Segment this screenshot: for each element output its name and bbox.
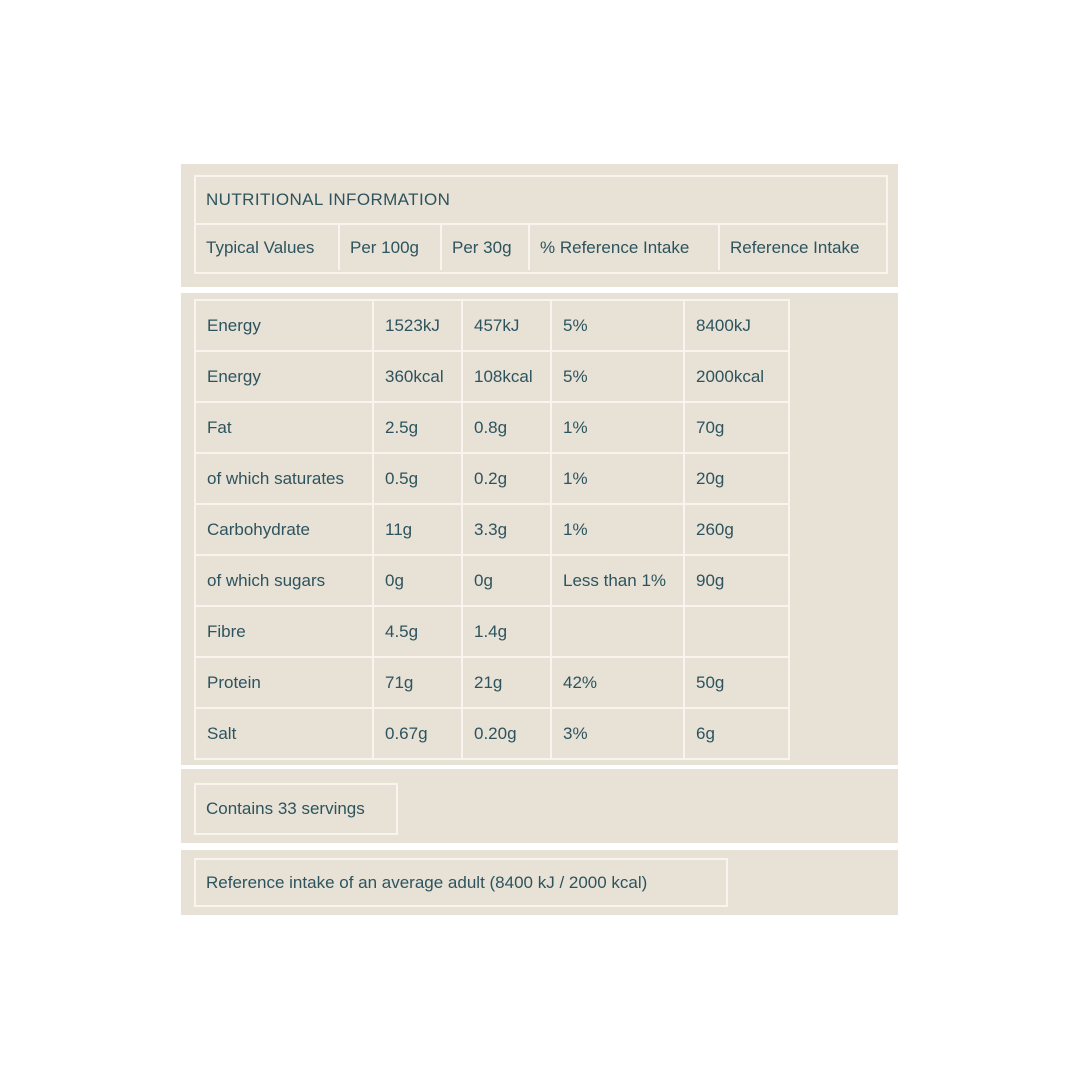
header-section [181,164,898,287]
nutrition-panel [181,164,898,915]
value-per-30g: 1.4g [463,607,550,656]
column-header-typical-values: Typical Values [206,237,315,257]
row-label: Fibre [196,607,372,656]
value-ri: 2000kcal [685,352,788,401]
reference-note: Reference intake of an average adult (8400 kJ / 2000 kcal) [194,858,728,907]
servings-note: Contains 33 servings [194,783,398,835]
value-per-100g: 0.5g [374,454,461,503]
value-per-30g: 21g [463,658,550,707]
value-per-30g: 0.8g [463,403,550,452]
row-label: Energy [196,301,372,350]
value-ri: 6g [685,709,788,758]
value-per-100g: 0.67g [374,709,461,758]
value-ri: 260g [685,505,788,554]
value-per-100g: 360kcal [374,352,461,401]
value-pct-ri: 3% [552,709,683,758]
row-label: Fat [196,403,372,452]
value-ri: 50g [685,658,788,707]
row-label: Carbohydrate [196,505,372,554]
value-per-100g: 4.5g [374,607,461,656]
value-per-100g: 1523kJ [374,301,461,350]
header-box [194,175,888,274]
value-per-100g: 11g [374,505,461,554]
row-label: Protein [196,658,372,707]
row-label: of which saturates [196,454,372,503]
value-pct-ri: 1% [552,403,683,452]
value-per-30g: 108kcal [463,352,550,401]
value-pct-ri: 5% [552,352,683,401]
panel-title: NUTRITIONAL INFORMATION [196,177,886,225]
row-label: of which sugars [196,556,372,605]
nutrition-table [194,299,790,760]
value-pct-ri [552,607,683,656]
column-header-per-100g: Per 100g [338,225,440,270]
value-per-30g: 0g [463,556,550,605]
value-ri [685,607,788,656]
value-per-100g: 2.5g [374,403,461,452]
table-section [181,293,898,765]
value-pct-ri: Less than 1% [552,556,683,605]
column-header-per-30g: Per 30g [440,225,528,270]
value-pct-ri: 1% [552,505,683,554]
value-per-30g: 3.3g [463,505,550,554]
value-ri: 20g [685,454,788,503]
column-header-reference-intake: Reference Intake [718,225,886,270]
value-per-100g: 0g [374,556,461,605]
row-label: Salt [196,709,372,758]
reference-section [181,850,898,915]
row-label: Energy [196,352,372,401]
value-ri: 8400kJ [685,301,788,350]
column-header-row [196,225,886,270]
value-pct-ri: 5% [552,301,683,350]
column-header-pct-reference-intake: % Reference Intake [528,225,718,270]
value-pct-ri: 1% [552,454,683,503]
servings-section [181,769,898,843]
value-per-100g: 71g [374,658,461,707]
value-ri: 70g [685,403,788,452]
value-per-30g: 457kJ [463,301,550,350]
value-per-30g: 0.20g [463,709,550,758]
value-pct-ri: 42% [552,658,683,707]
value-ri: 90g [685,556,788,605]
value-per-30g: 0.2g [463,454,550,503]
